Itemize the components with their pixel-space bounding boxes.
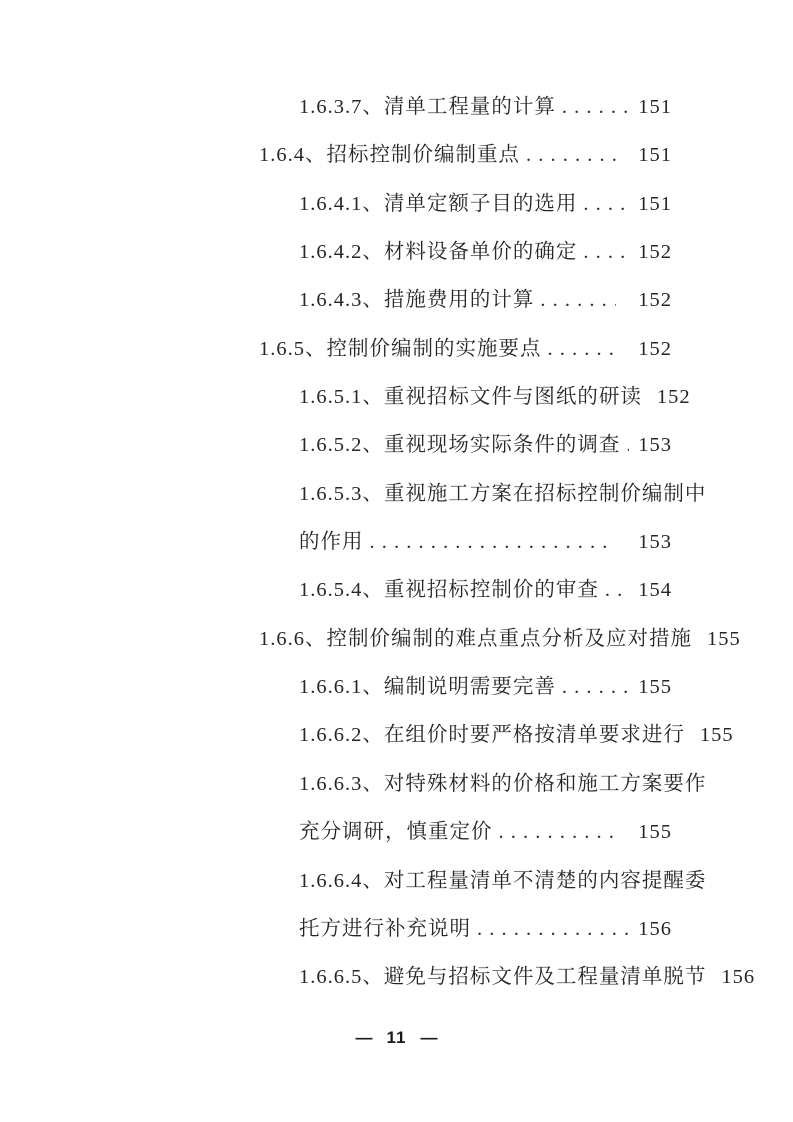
toc-entry[interactable] bbox=[0, 953, 756, 1001]
toc-entry[interactable] bbox=[0, 373, 691, 421]
toc-list bbox=[0, 83, 756, 1002]
toc-entry[interactable] bbox=[0, 180, 672, 228]
toc-entry-text: 1.6.6.3、对特殊材料的价格和施工方案要作 bbox=[299, 772, 707, 795]
toc-entry[interactable] bbox=[0, 228, 672, 276]
toc-page-number: 151 bbox=[638, 144, 672, 167]
toc-page-number: 155 bbox=[638, 676, 672, 699]
toc-entry-text: 充分调研，慎重定价 bbox=[299, 821, 493, 844]
toc-entry[interactable] bbox=[0, 325, 672, 373]
toc-page-number: 155 bbox=[699, 724, 734, 747]
toc-entry-text: 1.6.6.2、在组价时要严格按清单要求进行 bbox=[299, 724, 685, 747]
toc-page-number: 151 bbox=[638, 192, 672, 215]
toc-page-number: 151 bbox=[638, 96, 672, 118]
toc-entry-text: 1.6.6.4、对工程量清单不清楚的内容提醒委 bbox=[299, 869, 707, 892]
toc-entry-text: 的作用 bbox=[299, 531, 364, 554]
toc-page-number: 156 bbox=[721, 966, 756, 989]
toc-dot-leader bbox=[605, 566, 629, 614]
page-footer bbox=[0, 1026, 793, 1050]
toc-entry-text: 1.6.6.5、避免与招标文件及工程量清单脱节 bbox=[299, 966, 707, 989]
toc-dot-leader bbox=[477, 905, 629, 953]
toc-entry[interactable] bbox=[0, 615, 741, 663]
toc-entry-text: 1.6.5.3、重视施工方案在招标控制价编制中 bbox=[299, 482, 707, 505]
toc-entry[interactable] bbox=[0, 663, 672, 711]
toc-page-number: 152 bbox=[638, 337, 672, 360]
toc-entry-text: 1.6.4.2、材料设备单价的确定 bbox=[299, 241, 578, 264]
toc-page-number: 156 bbox=[638, 917, 672, 940]
toc-page-number: 152 bbox=[638, 241, 672, 264]
toc-page-number: 153 bbox=[638, 531, 672, 554]
toc-dot-leader bbox=[548, 325, 617, 373]
toc-entry[interactable] bbox=[0, 131, 672, 179]
toc-entry[interactable] bbox=[0, 857, 707, 905]
footer-page-number: 11 bbox=[386, 1028, 407, 1047]
toc-entry[interactable] bbox=[0, 760, 707, 808]
toc-dot-leader bbox=[562, 83, 629, 131]
toc-dot-leader bbox=[499, 808, 617, 856]
toc-entry-text: 1.6.4.1、清单定额子目的选用 bbox=[299, 192, 578, 215]
toc-dot-leader bbox=[626, 421, 629, 469]
toc-entry[interactable] bbox=[0, 83, 672, 131]
toc-page-number: 154 bbox=[638, 579, 672, 602]
toc-entry[interactable] bbox=[0, 470, 707, 518]
toc-entry-text: 1.6.6.1、编制说明需要完善 bbox=[299, 676, 556, 699]
toc-page-number: 155 bbox=[707, 627, 741, 650]
toc-entry-text: 1.6.3.7、清单工程量的计算 bbox=[299, 96, 556, 118]
toc-page-number: 153 bbox=[638, 434, 672, 457]
toc-page-number: 155 bbox=[638, 821, 672, 844]
toc-entry-text: 1.6.4、招标控制价编制重点 bbox=[259, 144, 520, 167]
toc-entry[interactable] bbox=[0, 808, 672, 856]
toc-dot-leader bbox=[562, 663, 629, 711]
toc-entry-text: 1.6.4.3、措施费用的计算 bbox=[299, 289, 535, 312]
toc-dot-leader bbox=[583, 228, 629, 276]
toc-entry[interactable] bbox=[0, 905, 672, 953]
toc-entry[interactable] bbox=[0, 711, 734, 759]
toc-page-number: 152 bbox=[638, 289, 672, 312]
footer-left-dash: — bbox=[355, 1028, 373, 1047]
toc-entry-text: 托方进行补充说明 bbox=[299, 917, 471, 940]
toc-page-number: 152 bbox=[656, 386, 691, 409]
toc-entry-text: 1.6.6、控制价编制的难点重点分析及应对措施 bbox=[259, 627, 692, 650]
toc-dot-leader bbox=[370, 518, 617, 566]
toc-entry[interactable] bbox=[0, 518, 672, 566]
toc-entry[interactable] bbox=[0, 421, 672, 469]
toc-entry-text: 1.6.5.1、重视招标文件与图纸的研读 bbox=[299, 386, 642, 409]
toc-entry[interactable] bbox=[0, 276, 672, 324]
toc-dot-leader bbox=[540, 276, 616, 324]
toc-entry[interactable] bbox=[0, 566, 672, 614]
toc-dot-leader bbox=[526, 131, 616, 179]
toc-entry-text: 1.6.5.2、重视现场实际条件的调查 bbox=[299, 434, 621, 457]
toc-entry-text: 1.6.5、控制价编制的实施要点 bbox=[259, 337, 542, 360]
toc-entry-text: 1.6.5.4、重视招标控制价的审查 bbox=[299, 579, 599, 602]
footer-right-dash: — bbox=[420, 1028, 438, 1047]
toc-dot-leader bbox=[583, 180, 629, 228]
